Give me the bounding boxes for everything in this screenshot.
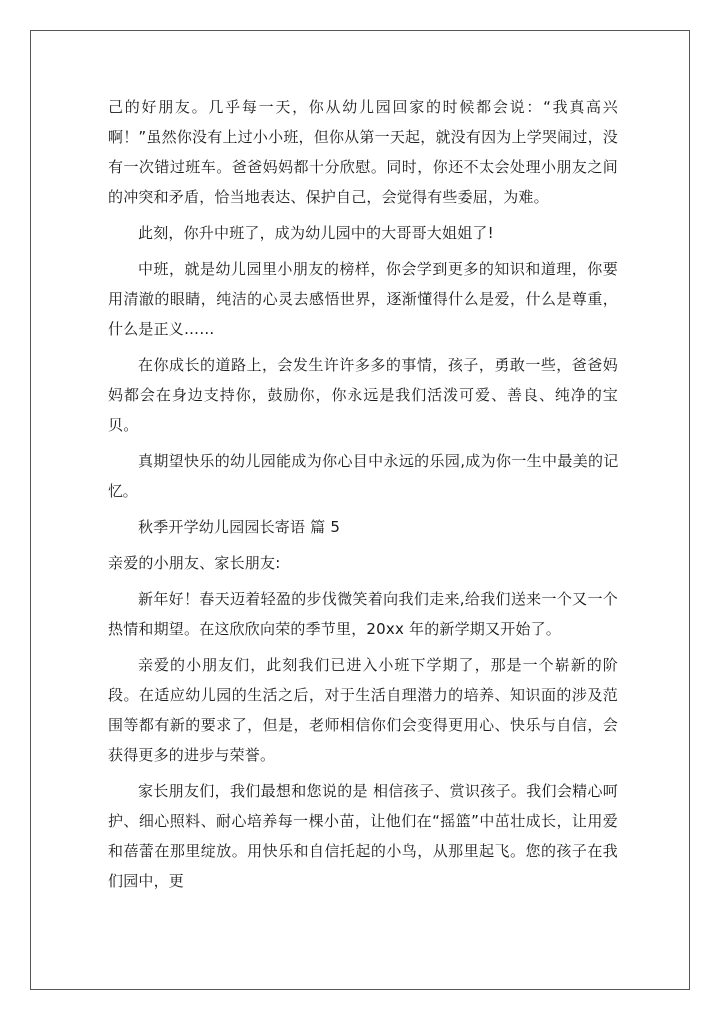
paragraph-new-year: 新年好！春天迈着轻盈的步伐微笑着向我们走来,给我们送来一个又一个热情和期望。在这欣欣向荣的季节里，20xx 年的新学期又开始了。 bbox=[108, 590, 618, 638]
paragraph-growth: 在你成长的道路上，会发生许许多多的事情，孩子，勇敢一些，爸爸妈妈都会在身边支持你，鼓励你，你永远是我们活泼可爱、善良、纯净的宝贝。 bbox=[108, 356, 618, 434]
paragraph-continuation: 己的好朋友。几乎每一天，你从幼儿园回家的时候都会说：“我真高兴啊！”虽然你没有上过小小班，但你从第一天起，就没有因为上学哭闹过，没有一次错过班车。爸爸妈妈都十分欣慰。同时，你还不太会处理小朋友之间的冲突和矛盾，恰当地表达、保护自己，会觉得有些委屈，为难。 bbox=[108, 98, 618, 206]
paragraph-middle-class: 此刻，你升中班了，成为幼儿园中的大哥哥大姐姐了! bbox=[138, 224, 494, 242]
paragraph-wish: 真期望快乐的幼儿园能成为你心目中永远的乐园,成为你一生中最美的记忆。 bbox=[108, 452, 618, 500]
paragraph-role-model: 中班，就是幼儿园里小朋友的榜样，你会学到更多的知识和道理，你要用清澈的眼睛，纯洁的心灵去感悟世界，逐渐懂得什么是爱，什么是尊重，什么是正义…… bbox=[108, 260, 618, 338]
document-body bbox=[108, 92, 618, 902]
paragraph-new-stage: 亲爱的小朋友们，此刻我们已进入小班下学期了，那是一个崭新的阶段。在适应幼儿园的生活之后，对于生活自理潜力的培养、知识面的涉及范围等都有新的要求了，但是，老师相信你们会变得更用心、快乐与自信，会获得更多的进步与荣誉。 bbox=[108, 656, 618, 764]
paragraph-parents: 家长朋友们，我们最想和您说的是 相信孩子、赏识孩子。我们会精心呵护、细心照料、耐心培养每一棵小苗，让他们在“摇篮”中茁壮成长，让用爱和蓓蕾在那里绽放。用快乐和自信托起的小鸟，从那里起飞。您的孩子在我们园中，更 bbox=[108, 782, 618, 890]
section-heading: 秋季开学幼儿园园长寄语 篇 5 bbox=[138, 518, 341, 536]
salutation: 亲爱的小朋友、家长朋友: bbox=[108, 554, 281, 572]
